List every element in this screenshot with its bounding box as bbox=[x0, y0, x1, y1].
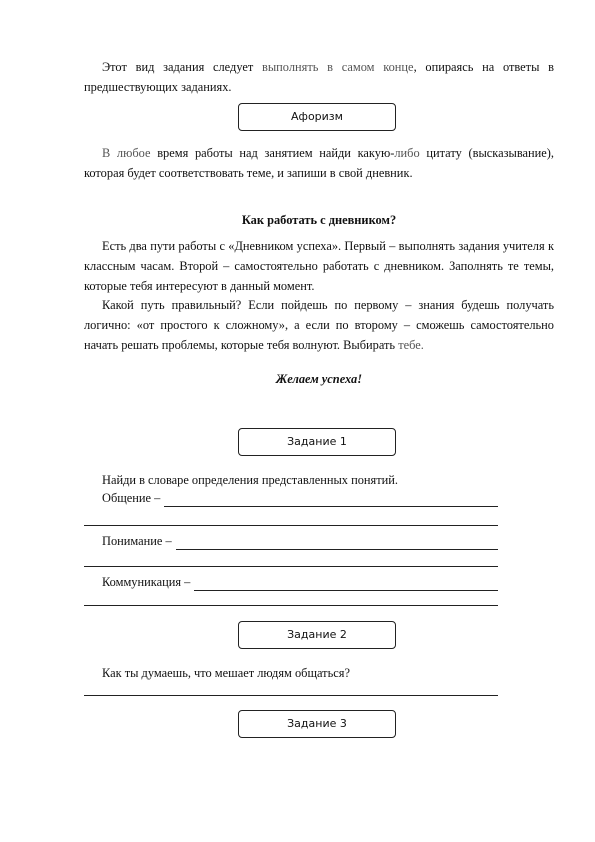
answer-line[interactable] bbox=[84, 695, 498, 696]
choice-text: Какой путь правильный? Если пойдешь по первому – знания будешь получать логично: «от простого к сложному», а если по второму – сможешь самостоятельно начать решать проблемы, которые тебя волнуют. Выбирать bbox=[84, 298, 554, 352]
field-communication[interactable] bbox=[102, 489, 498, 507]
choice-text-muted: тебе. bbox=[398, 338, 424, 352]
paragraph-choice bbox=[84, 295, 554, 355]
aphorism-box: Афоризм bbox=[238, 103, 396, 131]
task-3-box: Задание 3 bbox=[238, 710, 396, 738]
task-2-box: Задание 2 bbox=[238, 621, 396, 649]
section-heading: Как работать с дневником? bbox=[241, 213, 397, 227]
aphorism-text-end: цитату (высказывание), которая будет соответствовать теме, и запиши в свой дневник. bbox=[84, 146, 554, 180]
task-1-box: Задание 1 bbox=[238, 428, 396, 456]
intro-text: Этот вид задания следует bbox=[102, 60, 262, 74]
aphorism-paragraph bbox=[84, 143, 554, 183]
answer-line[interactable] bbox=[194, 576, 498, 591]
answer-line[interactable] bbox=[176, 535, 498, 550]
answer-line[interactable] bbox=[84, 525, 498, 526]
intro-paragraph bbox=[84, 57, 554, 97]
field-label: Общение – bbox=[102, 491, 161, 505]
answer-line[interactable] bbox=[84, 566, 498, 567]
task-2-question: Как ты думаешь, что мешает людям общаться? bbox=[102, 666, 350, 680]
field-label: Коммуникация – bbox=[102, 575, 191, 589]
intro-highlight: выполнять в самом конце bbox=[261, 60, 414, 74]
answer-line[interactable] bbox=[164, 492, 498, 507]
paragraph-paths: Есть два пути работы с «Дневником успеха». Первый – выполнять задания учителя к классным часам. Второй – самостоятельно работать с дневником. Заполнять те темы, которые тебя интересуют в данный момент. bbox=[84, 239, 554, 293]
task-1-instruction: Найди в словаре определения представленных понятий. bbox=[102, 473, 399, 487]
aphorism-text: время работы над занятием найди какую- bbox=[150, 146, 395, 160]
field-communication-2[interactable] bbox=[102, 573, 498, 591]
wish-text: Желаем успеха! bbox=[275, 372, 363, 386]
aphorism-text-muted-b: либо bbox=[394, 146, 420, 160]
intro-text-end: , опираясь на ответы в предшествующих заданиях. bbox=[84, 60, 554, 94]
field-label: Понимание – bbox=[102, 534, 172, 548]
aphorism-text-muted: В любое bbox=[102, 146, 151, 160]
answer-line[interactable] bbox=[84, 605, 498, 606]
field-understanding[interactable] bbox=[102, 532, 498, 550]
